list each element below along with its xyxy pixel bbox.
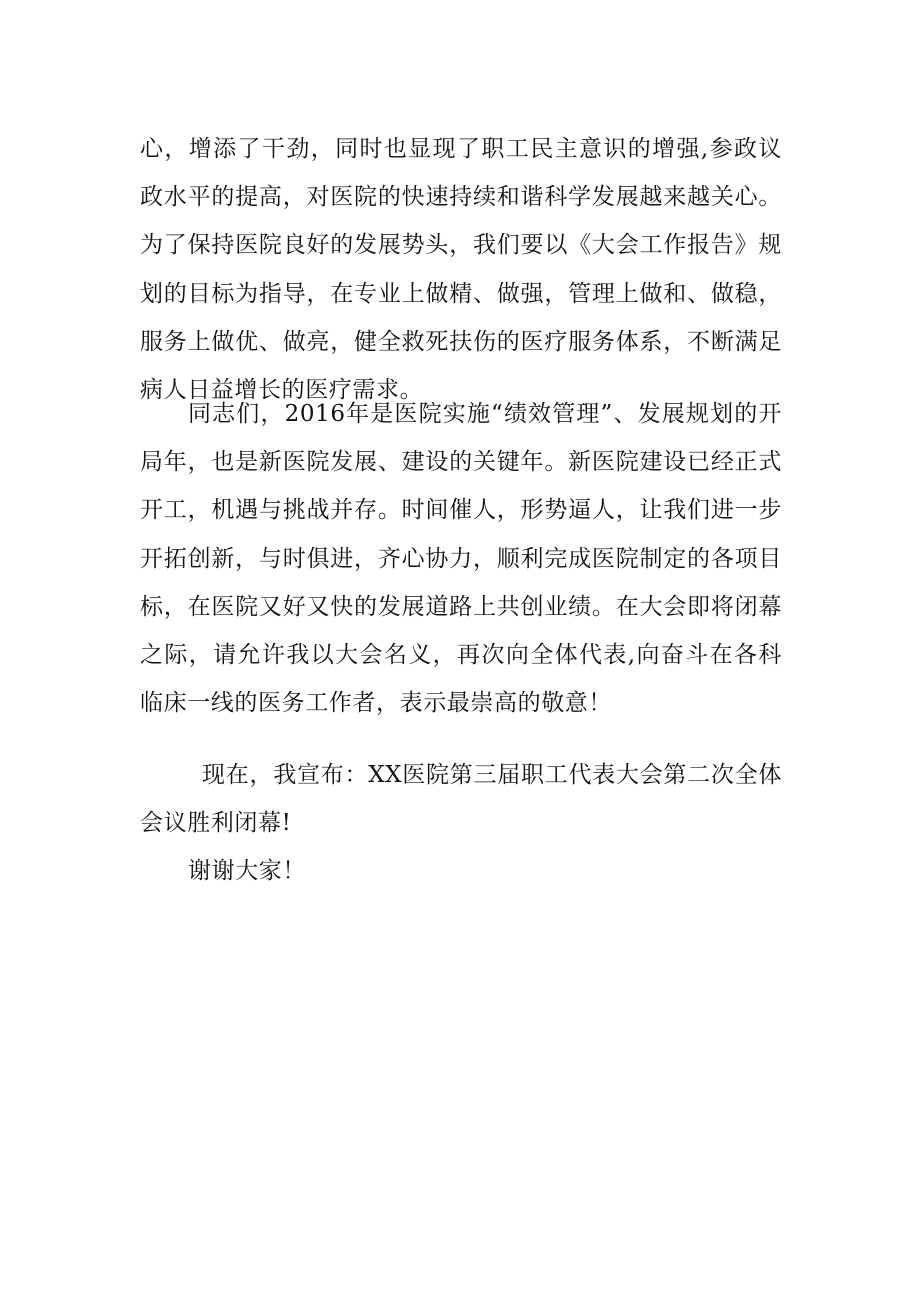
paragraph-closing-remarks: 心，增添了干劲，同时也显现了职工民主意识的增强,参政议政水平的提高，对医院的快速持续和谐科学发展越来越关心。为了保持医院良好的发展势头，我们要以《大会工作报告》规划的目标为指导，在专业上做精、做强，管理上做和、做稳，服务上做优、做亮，健全救死扶伤的医疗服务体系，不断满足病人日益增长的医疗需求。 xyxy=(140,136,782,404)
paragraph-declaration: 现在，我宣布：XX医院第三届职工代表大会第二次全体会议胜利闭幕! xyxy=(140,762,782,837)
paragraph-comrades-address: 同志们，2016年是医院实施“绩效管理”、发展规划的开局年，也是新医院发展、建设的关键年。新医院建设已经正式开工，机遇与挑战并存。时间催人，形势逼人，让我们进一步开拓创新，与时俱进，齐心协力，顺利完成医院制定的各项目标，在医院又好又快的发展道路上共创业绩。在大会即将闭幕之际，请允许我以大会名义，再次向全体代表,向奋斗在各科临床一线的医务工作者，表示最崇高的敬意！ xyxy=(140,401,782,717)
paragraph-thanks: 谢谢大家！ xyxy=(188,858,306,884)
